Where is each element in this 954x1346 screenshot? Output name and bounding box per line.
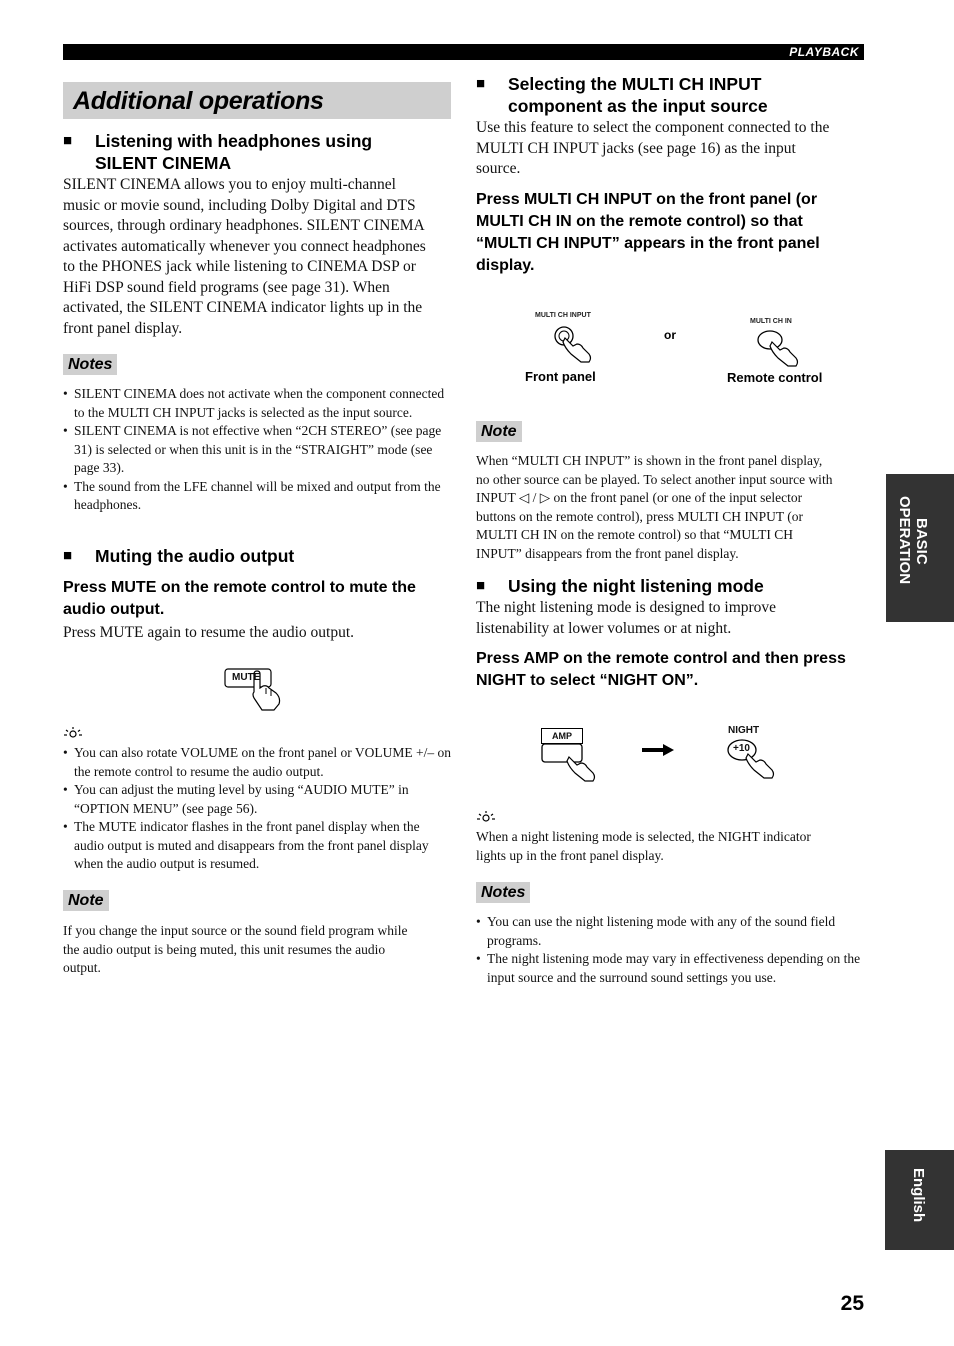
heading-line: Listening with headphones using [95,131,373,151]
tip-item: • You can adjust the muting level by using “AUDIO MUTE” in “OPTION MENU” (see page 56). [63,781,453,818]
text-line: INPUT ◁ / ▷ on the front panel (or one of the input selector [476,490,803,505]
amp-hand-icon [541,743,601,783]
sidetab-english [885,1150,954,1250]
page-number: 25 [840,1292,864,1315]
front-panel-hand-icon [553,324,597,364]
page-title: Additional operations [73,87,324,115]
amp-label: AMP [552,731,572,741]
front-panel-caption: Front panel [525,369,596,384]
note-item: • The night listening mode may vary in effectiveness depending on the input source and the surround sound settings you use. [476,950,866,987]
multi-ch-paragraph [476,118,866,180]
mute-button-illustration [224,668,294,712]
note-item: • You can use the night listening mode with any of the sound field programs. [476,913,866,950]
note-item: • SILENT CINEMA is not effective when “2CH STEREO” (see page 31) is selected or when this unit is in the “STRAIGHT” mode (see page 33). [63,422,451,478]
heading-multi-ch-input [476,73,868,117]
sidetab-line: BASIC [913,518,930,565]
notes-list [63,385,451,515]
tip-icon [476,810,496,824]
remote-small-label: MULTI CH IN [750,318,792,325]
text-line: sources, through ordinary headphones. SILENT CINEMA [63,217,425,234]
heading-line: Muting the audio output [95,546,295,566]
tip-paragraph [476,828,868,865]
plus10-label: +10 [733,743,750,754]
note-paragraph [476,452,868,563]
text-line: Press MULTI CH INPUT on the front panel (or [476,191,818,208]
text-line: The night listening mode is designed to improve [476,599,777,616]
muting-paragraph: Press MUTE again to resume the audio output. [63,624,355,641]
section-label: PLAYBACK [789,45,859,59]
text-line: MULTI CH IN on the remote control) so that [476,213,803,230]
text-line: INPUT” disappears from the front panel display. [476,545,739,561]
heading-square-icon: ■ [63,547,73,564]
header-bar [63,44,864,60]
remote-hand-icon [756,328,806,368]
tips-list [63,744,453,874]
text-line: When “MULTI CH INPUT” is shown in the front panel display, [476,453,823,468]
sidetab-line: OPERATION [896,496,913,585]
mute-button-label: MUTE [232,672,261,683]
text-line: Press AMP on the remote control and then press [476,650,846,667]
note-label: Note [63,890,109,911]
text-line: MULTI CH IN on the remote control) so that “MULTI CH [476,527,793,542]
heading-night-mode [476,575,868,597]
muting-instruction [63,577,453,621]
arrow-right-icon [641,743,675,757]
text-line: activated, the SILENT CINEMA indicator lights up in the [63,299,423,316]
sidetab-basic-operation [886,474,954,622]
text-line: audio output. [63,601,165,618]
note-label: Note [476,421,522,442]
text-line: NIGHT to select “NIGHT ON”. [476,672,699,689]
night-label: NIGHT [728,725,760,736]
heading-line: Selecting the MULTI CH INPUT [508,74,762,94]
text-line: buttons on the remote control), press MULTI CH INPUT (or [476,508,803,524]
text-line: output. [63,960,101,975]
notes-label: Notes [476,882,530,903]
heading-square-icon: ■ [476,75,486,92]
text-line: Use this feature to select the component connected to the [476,119,830,136]
text-line: SILENT CINEMA allows you to enjoy multi-channel [63,176,396,193]
text-line: source. [476,160,521,177]
text-line: If you change the input source or the sound field program while [63,923,408,938]
silent-cinema-paragraph [63,175,455,339]
text-line: display. [476,257,535,274]
note-item: • SILENT CINEMA does not activate when the component connected to the MULTI CH INPUT jacks is selected as the input source. [63,385,451,422]
heading-line: component as the input source [508,96,768,116]
heading-square-icon: ■ [476,577,486,594]
or-label: or [664,328,676,342]
sidetab-text [896,496,930,584]
tip-item: • You can also rotate VOLUME on the front panel or VOLUME +/– on the remote control to resume the audio output. [63,744,453,781]
text-line: “MULTI CH INPUT” appears in the front panel [476,235,820,252]
notes-list [476,913,866,987]
note-item: • The sound from the LFE channel will be mixed and output from the headphones. [63,478,451,515]
heading-silent-cinema [63,130,455,174]
sidetab-english-label: English [910,1168,927,1223]
text-line: MULTI CH INPUT jacks (see page 16) as the input [476,139,796,157]
heading-muting [63,545,455,567]
tip-item: • The MUTE indicator flashes in the front panel display when the audio output is muted and disappears from the front panel display when the audio output is resumed. [63,818,453,874]
text-line: activates automatically whenever you connect headphones [63,237,426,255]
night-instruction [476,648,868,692]
multi-ch-instruction [476,189,868,277]
night-paragraph [476,598,866,639]
heading-line: SILENT CINEMA [95,153,232,173]
notes-label: Notes [63,354,117,375]
text-line: HiFi DSP sound field programs (see page 31). When [63,278,390,296]
amp-label-box [541,728,583,744]
front-panel-small-label: MULTI CH INPUT [535,312,591,319]
remote-control-caption: Remote control [727,370,823,385]
text-line: When a night listening mode is selected, the NIGHT indicator [476,829,811,844]
text-line: to the PHONES jack while listening to CINEMA DSP or [63,258,416,275]
text-line: front panel display. [63,319,183,337]
tip-icon [63,726,83,740]
text-line: lights up in the front panel display. [476,847,664,863]
text-line: no other source can be played. To select another input source with [476,471,833,487]
text-line: the audio output is being muted, this unit resumes the audio [63,941,386,957]
heading-square-icon: ■ [63,132,73,149]
text-line: listenability at lower volumes or at night. [476,619,732,637]
note-paragraph [63,922,455,978]
heading-line: Using the night listening mode [508,576,764,596]
text-line: Press MUTE on the remote control to mute the [63,579,416,596]
text-line: music or movie sound, including Dolby Digital and DTS [63,196,416,214]
title-box [63,82,451,119]
